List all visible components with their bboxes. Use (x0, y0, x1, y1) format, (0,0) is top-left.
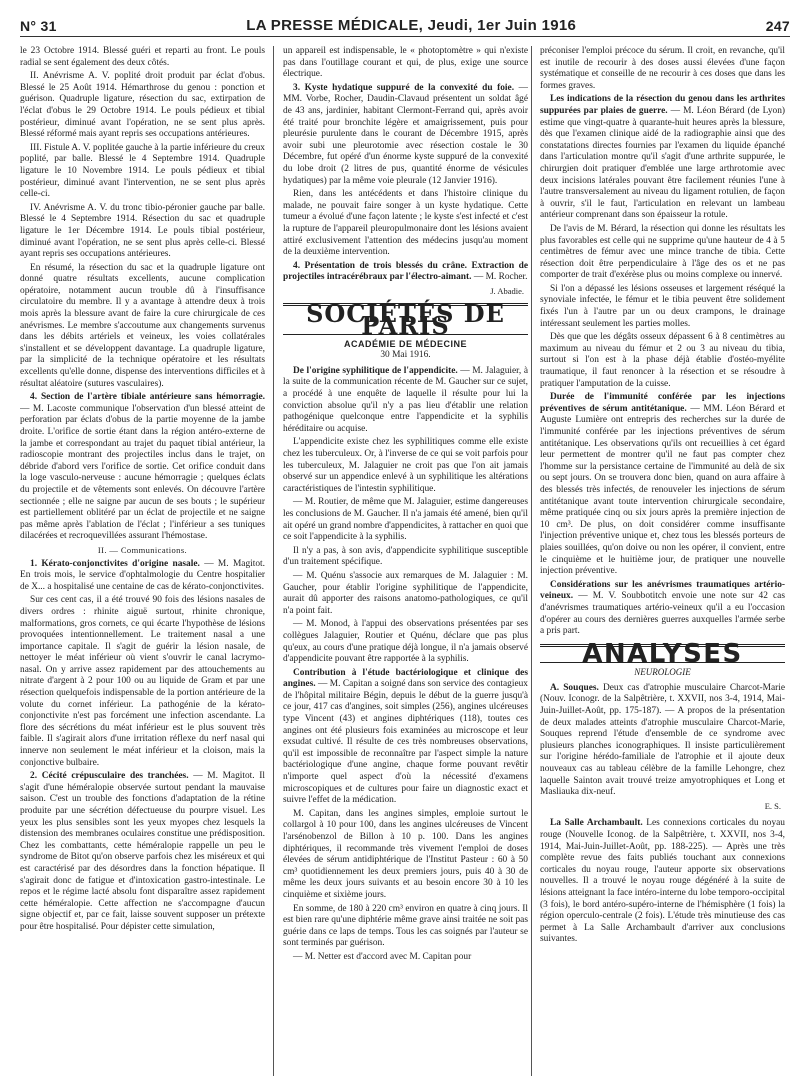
article-title: Durée de l'immunité conférée par les injections préventives de sérum antitétanique. (540, 392, 785, 414)
col2-paragraph: — M. Routier, de même que M. Jalaguier, estime dangereuses les conclusions de M. Gaucher. Il n'a jamais été amené, bien qu'il ait opéré un grand nombre d'appendicites, à rattacher en quoi que ce soit l'appendicite à la syphilis. (283, 497, 528, 543)
article-body: Les connexions corticales du noyau rouge (Nouvelle Iconog. de la Salpêtrière, t. XXVII, nos 3-4, 1914, Mai-Juin-Juillet-Août, pp. 188-225). — Après une très complète revue des faits publiés touchant aux connexions corticales du noyau rouge, l'auteur apporte six observations nouvelles. Il a trouvé le noyau rouge dégénéré à la suite de lésions atteignant la face intéro-interne du lobe temporo-occipital (3 fois), le bord antéro-supéro-interne de l'hémisphère (1 fois) la région operculo-centrale (2 fois). L'étude très minutieuse des cas permet à La Salle Archambault d'arriver aux conclusions suivantes. (540, 818, 785, 945)
col1-paragraph: Sur ces cent cas, il a été trouvé 90 fois des lésions nasales de divers ordres : rhinite aiguë surtout, rhinite chronique, malformations, gros cornets, ce qui écarte l'hypothèse de lésions provoquées intentionnellement. Le traitement nasal a une importance capitale. Il s'agit de guérir la lésion nasale, de nettoyer le méat inférieur où vient s'ouvrir le canal lacrymo-nasal. On y arrive assez rapidement par des attouchements au nitrate d'argent à 2 pour 100 ou au liquide de Gram et par une résection quelquefois indispensable de la portion antérieure de la volute du cornet inférieur. La pathogénie de la kérato-conjonctivite n'est pas forcément une infection ascendante. La flore des sécrétions du méat inférieur est le plus souvent très faible. Il s'agirait alors d'une irritation réflexe du nerf nasal qui innerve non seulement le méat inférieur et la cloison, mais la conjonctive bulbaire. (20, 595, 265, 768)
author-signature: E. S. (764, 800, 781, 811)
col3-article (540, 580, 785, 638)
article-body: — M. Magitot. En trois mois, le service d'ophtalmologie du Centre hospitalier de X... a hospitalisé une centaine de cas de kérato-conjonctivites. (20, 558, 265, 592)
article-body: — M. Magitot. Il s'agit d'une héméralopie observée surtout pendant la mauvaise saison. C'est un trouble des fonctions d'adaptation de la rétine produite par une sécrétion défectueuse du pourpre visuel. Les yeux les plus sensibles sont les yeux myopes chez lesquels la distension des membranes oculaires constitue une prédisposition. Chez les combattants, cette héméralopie rappelle un peu le syndrome de Bitot qu'on observe parfois chez les miséreux et qui est caractérisé par des désordres dans la fonction hépatique. Il s'agirait donc de fatigue et d'intoxication gastro-intestinale. Le repos et le régime lacté absolu font disparaître assez rapidement cette héméralopie. Cette affection ne s'accompagne d'aucun signe objectif et, par ce fait, laisse souvent supposer un prétexte pour être hospitalisé. Pour dépister cette simulation, (20, 771, 265, 932)
col2-paragraph: En somme, de 180 à 220 cm³ environ en quatre à cinq jours. Il est bien rare qu'une diphtérie même grave ainsi traitée ne soit pas guérie dans ce laps de temps. Tous les cas soignés par l'auteur se sont terminés par guérison. (283, 903, 528, 949)
author-signature: J. Abadie. (490, 285, 524, 296)
article-title: Considérations sur les anévrismes traumatiques artério-veineux. (540, 579, 785, 602)
col1-paragraph: le 23 Octobre 1914. Blessé guéri et reparti au front. Le pouls radial se sent également des deux côtés. (20, 46, 265, 68)
col3-paragraph: Dès que que les dégâts osseux dépassent 6 à 8 centimètres au maximum au niveau du fémur et 2 ou 3 au niveau du tibia, surtout si l'on est à la phase déjà établie d'ostéo-myélite traumatique, il faut renoncer à la résection et se résoudre à pratiquer l'amputation de la cuisse. (540, 332, 785, 389)
article-body: — M. Lacoste communique l'observation d'un blessé atteint de perforation par éclats d'obus de la partie moyenne de la jambe droite. L'orifice de sortie étant dans la région antéro-externe de la jambe et correspondant au trajet du paquet tibial antérieur, la radioscopie montrant des projectiles inclus dans le trajet, on débride d'abord vers l'orifice de sortie. Cet orifice conduit dans la loge vasculo-nerveuse : aucune hémorragie ; quelques éclats du projectile et de vêtements sont enlevés. On découvre l'artère sectionnée ; elle ne saigne par aucun de ses bouts ; le supérieur est partiellement oblitéré par un éclat de projectile et ne saigne pas même après l'ablation de l'éclat ; l'inférieur a ses tuniques dilacérées et recroquevillées assurant l'hémostase. (20, 403, 265, 542)
col2-paragraph: Rien, dans les antécédents et dans l'histoire clinique du malade, ne pouvait faire songer à un kyste hydatique. Cette tumeur a évolué d'une façon latente ; le kyste s'est infecté et c'est la rupture de l'appareil pleuropulmonaire dont les lésions avaient attiré exclusivement l'attention des médecins jusqu'au moment de la deuxième intervention. (283, 189, 528, 258)
column-3 (540, 46, 785, 1078)
col2-paragraph: Il n'y a pas, à son avis, d'appendicite syphilitique susceptible d'un traitement spécifique. (283, 545, 528, 568)
article-author: La Salle Archambault. (550, 818, 643, 829)
col1-paragraph: II. Anévrisme A. V. poplité droit produit par éclat d'obus. Blessé le 25 Août 1914. Hémarthrose du genou : ponction et guérison. Quadruple ligature, résection du sac, extirpation de l'éclat d'obus le 29 Octobre 1914. Le pouls pédieux et tibial postérieur, diminué avant l'opération, ne se sent plus après. Blessé réformé mais ayant repris ses occupations antérieures. (20, 71, 265, 140)
section-heading: II. — Communications. (97, 544, 188, 555)
article-author: A. Souques. (550, 682, 599, 693)
col1-article (20, 559, 265, 594)
col3-paragraph: Si l'on a dépassé les lésions osseuses et largement réséqué la synoviale infectée, le fémur et le tibia peuvent être solidement fixés l'un à l'autre par un ou deux crampons, le drainage intéressant seulement les parties molles. (540, 283, 785, 329)
article-title: Contribution à l'étude bactériologique et clinique des angines. (283, 667, 528, 690)
column-1 (20, 46, 265, 1078)
issue-number: N° 31 (20, 18, 57, 34)
col1-article (20, 771, 265, 933)
article-body: — M. Rocher. (471, 272, 528, 283)
article-title: Les indications de la résection du genou dans les arthrites suppurées par plaies de guerre. (540, 94, 785, 116)
article-body: — M. V. Soubbotitch envoie une note sur 42 cas d'anévrismes traumatiques artério-veineux qu'il a eu l'occasion d'opérer au cours des dernières guerres auxquelles l'armée serbe a pris part. (540, 591, 785, 637)
col3-article (540, 392, 785, 578)
article-title: 3. Kyste hydatique suppuré de la convexité du foie. (293, 82, 515, 93)
col2-paragraph: M. Capitan, dans les angines simples, emploie surtout le collargol à 10 pour 100, dans les angines ulcéreuses de Vincent l'arsénobenzol de Billon à 10 p. 100. Dans les angines diphtériques, il recommande très vivement l'emploi de doses élevées de sérum antidiphtérique de l'Institut Pasteur : 60 à 50 cm³ quotidiennement les deux premiers jours, puis 40 à 30 de même les deux jours suivants et au besoin encore 30 à 10 les cinquième et sixième jours. (283, 808, 528, 900)
article-body: — M. Jalaguier, à la suite de la communication récente de M. Gaucher sur ce sujet, a procédé à une enquête de laquelle il résulte pour lui la conviction absolue qu'il n'y a pas lieu d'établir une relation pathogénique quelconque entre l'appendicite et la syphilis héréditaire ou acquise. (283, 365, 528, 434)
col2-paragraph: — M. Monod, à l'appui des observations présentées par ses collègues Jalaguier, Routier et Quénu, déclare que pas plus qu'eux, au cours d'une pratique déjà longue, il n'a jamais observé d'appendicite pouvant être rapportée à la syphilis. (283, 619, 528, 665)
col2-article (283, 83, 528, 187)
column-rule-1 (273, 46, 274, 1076)
article-title: 2. Cécité crépusculaire des tranchées. (30, 771, 189, 782)
col2-paragraph: — M. Quénu s'associe aux remarques de M. Jalaguier : M. Gaucher, pour établir l'origine syphilitique de l'appendicite, aurait dû apporter des raisons anatomo-pathologiques, ce qu'il n'a point fait. (283, 570, 528, 616)
article-title: 1. Kérato-conjonctivites d'origine nasale. (30, 558, 200, 569)
rubric-heading: NEUROLOGIE (634, 667, 691, 678)
article-title: 4. Présentation de trois blessés du crâne. Extraction de projectiles intracérébraux par l'électro-aimant. (283, 260, 528, 283)
col2-article (283, 668, 528, 807)
col3-article (540, 818, 785, 946)
col1-article (20, 392, 265, 543)
masthead-title: LA PRESSE MÉDICALE, Jeudi, 1er Juin 1916 (246, 17, 577, 34)
col2-article (283, 366, 528, 436)
article-body: — MM. Vorbe, Rocher, Daudin-Clavaud présentent un soldat âgé de 43 ans, jardinier, habitant Clermont-Ferrand qui, après avoir été traité pour bronchite légère et amaigrissement, puis pour pleurésie purulente dans le courant de Décembre 1915, après avoir subi une pleurotomie avec résection costale le 30 Décembre, fut opéré d'un énorme kyste suppuré de la convexité du lobe droit (2 litres de pus, quantité énorme de vésicules hydatiques) par la même voie pleurale (12 Janvier 1916). (283, 82, 528, 186)
col2-paragraph: un appareil est indispensable, le « photoptomètre » qui n'existe pas dans l'outillage courant et qui, de plus, exige une source électrique. (283, 46, 528, 80)
col2-paragraph: — M. Netter est d'accord avec M. Capitan pour (293, 951, 472, 962)
academy-heading: ACADÉMIE DE MÉDECINE (343, 338, 467, 349)
col2-paragraph: L'appendicite existe chez les syphilitiques comme elle existe chez les tuberculeux. Or, à l'inverse de ce qui se voit parfois pour les tuberculeux, M. Jalaguier ne croit pas que l'on ait jamais observé sur un appendice enlevé à un syphilitique les altérations caractéristiques de l'intestin syphilitique. (283, 437, 528, 494)
col1-paragraph: IV. Anévrisme A. V. du tronc tibio-péronier gauche par balle. Blessé le 4 Septembre 1914. Résection du sac et quadruple ligature le 1er Décembre 1914. Le pouls tibial postérieur, diminué avant l'opération, ne se sent plus après celle-ci. Blessé ayant repris ses occupations antérieures. (20, 202, 265, 260)
col3-paragraph: De l'avis de M. Bérard, la résection qui donne les résultats les plus favorables est celle qui ne supprime qu'une hauteur de 4 à 5 centimètres de fémur avec une mince tranche de tibia. Cette résection doit être perpendiculaire à l'âge des os et ne pas comporter de trait d'exérèse plus ou moins complexe ou innervé. (540, 223, 785, 281)
col2-article (283, 261, 528, 284)
section-banner-societes: SOCIÉTÉS DE PARIS (283, 303, 528, 334)
column-2 (283, 46, 528, 1078)
article-body: Deux cas d'atrophie musculaire Charcot-Marie (Nouv. Iconogr. de la Salpêtrière, t. XXVII, nos 3-4, 1914, Mai-Juin-Juillet-Août, pp. 175-187). — A propos de la présentation de deux malades atteints d'atrophie musculaire Charcot-Marie, Souques reprend l'étude d'ensemble de ce syndrome avec plusieurs planches iconographiques. Il insiste particulièrement sur l'origine hérédo-familiale de l'atrophie et il ajoute deux nouveaux cas au tableau célèbre de la famille Lehongre, chez laquelle Sainton avait trouvé treize amyotrophiques et Long et Masliauka dix-neuf. (540, 682, 785, 798)
column-rule-2 (531, 46, 532, 1076)
section-banner-analyses: ANALYSES (540, 644, 785, 664)
article-body: — M. Capitan a soigné dans son service des contagieux de l'hôpital militaire Bégin, depuis le début de la guerre jusqu'à ce jour, 417 cas d'angines, soit simples (256), angines ulcéreuses type Vincent (43) et angines diphtériques (118), toutes ces angines ont été plusieurs fois examinées au microscope et leur exsudat cultivé. Il résulte de ces très nombreuses observations, qu'il est impossible de reconnaître par l'aspect simple la nature bactériologique d'une angine, chaque forme pouvant revêtir n'importe quel aspect d'où la nécessité d'examens microscopiques et de cultures pour faire un diagnostic exact et suivre l'effet de la médication. (283, 679, 528, 806)
col3-article (540, 94, 785, 222)
col1-paragraph: En résumé, la résection du sac et la quadruple ligature ont donné quatre résultats excellents, aucune complication opératoire, notamment aucun trouble dû à l'insuffisance circulatoire du membre. Il y a avantage à attendre deux à trois mois après la blessure avant de faire la cure chirurgicale de ces anévrismes. Le membre s'accoutume aux changements survenus dans les débits artériels et veineux, les voies collatérales s'installent et se développent davantage. La quadruple ligature, par la simplicité de la technique opératoire et les résultats excellents qu'elle donne, dispense des interventions difficiles et à résultat aléatoire (sutures vasculaires). (20, 262, 265, 389)
col3-article (540, 683, 785, 799)
col1-paragraph: III. Fistule A. V. poplitée gauche à la partie inférieure du creux poplité, par balle. Blessé le 4 Septembre 1914. Quadruple ligature le 10 Novembre 1914. Le pouls pédieux et tibial postérieur, diminué avant l'intervention, ne se sent plus après celle-ci. (20, 142, 265, 200)
article-title: De l'origine syphilitique de l'appendicite. (293, 365, 458, 376)
article-body: — MM. Léon Bérard et Auguste Lumière ont entrepris des recherches sur la durée de l'immunité conférée par les injections préventives de sérum antitétanique. Les observations qu'ils ont recueillies à cet égard leur permettent de montrer qu'il ne faut pas compter chez l'homme sur la persistance certaine de l'immunité au delà de six ou sept jours. On se trouvera donc bien, quand on aura affaire à des blessés très infectés, de renouveler les injections de sérum antitétanique avant toute intervention chirurgicale secondaire, même pratiquée cinq ou six jours après la première injection de 10 cm³. De plus, on doit considérer comme insuffisante l'injection préventive unique et, chez tous les blessés porteurs de plaies souillées, qu'on doive ou non les opérer, il convient, entre le cinquième et le huitième jour, de pratiquer une nouvelle injection préventive. (540, 403, 785, 577)
col3-paragraph: préconiser l'emploi précoce du sérum. Il croit, en revanche, qu'il est inutile de recourir à des doses aussi élevées d'une façon systématique et conseille de ne recourir à ces doses que dans les formes graves. (540, 46, 785, 91)
page-header (20, 12, 790, 37)
article-title: 4. Section de l'artère tibiale antérieure sans hémorragie. (30, 392, 265, 403)
session-date: 30 Mai 1916. (380, 350, 431, 361)
page-number: 247 (765, 18, 790, 34)
article-body: — M. Léon Bérard (de Lyon) estime que vingt-quatre à quarante-huit heures après la blessure, dès que l'examen clinique aidé de la radiographie ainsi que des constatations directes fournies par l'examen du liquide épanché dans l'articulation montre qu'il s'agit d'une arthrite suppurée, le chirurgien doit pratiquer d'emblée une large arthrotomie avec deux incisions latérales pouvant être facilement réunies l'une à l'autre transversalement au niveau du ligament rotulien, de façon à ouvrir, s'il le faut, l'articulation en relevant un lambeau antérieur comprenant dans son épaisseur la rotule. (540, 105, 785, 221)
